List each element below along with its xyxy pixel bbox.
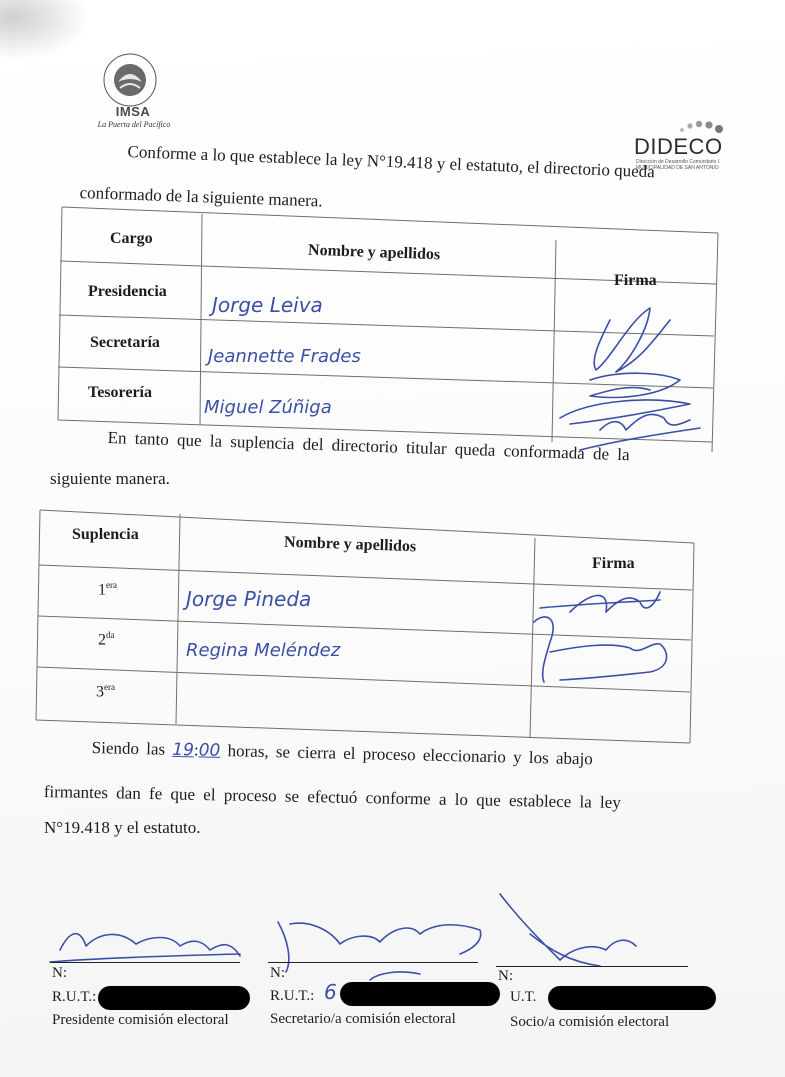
ordinal-suffix: era xyxy=(104,682,115,692)
sig-n-label-2: N: xyxy=(270,965,285,981)
signature-ink-icon xyxy=(40,880,720,990)
redaction-bar-3 xyxy=(548,986,716,1010)
row-cargo-secretaria: Secretaría xyxy=(90,334,160,351)
handwritten-name-suplente-2: Regina Meléndez xyxy=(186,640,341,661)
col-header-nombre-sup: Nombre y apellidos xyxy=(283,533,417,556)
col-header-suplencia: Suplencia xyxy=(72,526,139,543)
ordinal-number: 2 xyxy=(98,631,106,649)
row-cargo-presidencia: Presidencia xyxy=(88,283,167,300)
col-header-firma: Firma xyxy=(614,272,657,289)
col-header-cargo: Cargo xyxy=(110,230,153,247)
intro-line-1: Conforme a lo que establece la ley N°19.418 y el estatuto, el directorio queda xyxy=(127,142,656,182)
dideco-subtitle: Dirección de Desarrollo Comunitario I. MUNICIPALIDAD DE SAN ANTONIO xyxy=(636,159,721,171)
sig-line-2 xyxy=(268,962,478,963)
sig-rut-label-1: R.U.T.: xyxy=(52,989,97,1005)
closing-post: horas, se cierra el proceso eleccionario y los abajo xyxy=(227,741,594,769)
sig-role-1: Presidente comisión electoral xyxy=(52,1012,229,1028)
ordinal-number: 1 xyxy=(98,581,106,599)
closing-pre: Siendo las xyxy=(91,738,166,759)
sig-line-1 xyxy=(50,962,240,963)
closing-min: 00 xyxy=(198,740,221,761)
closing-hour: 19 xyxy=(172,739,195,761)
ordinal-suffix: era xyxy=(106,580,117,590)
ordinal-suffix: da xyxy=(106,630,115,640)
sig-line-3 xyxy=(496,966,688,967)
redaction-bar-2 xyxy=(340,982,500,1006)
col-header-firma-sup: Firma xyxy=(592,555,635,572)
handwritten-name-presidencia: Jorge Leiva xyxy=(212,293,323,317)
sig-role-2: Secretario/a comisión electoral xyxy=(270,1011,456,1027)
suplencia-intro-line-1: En tanto que la suplencia del directorio titular queda conformada de la xyxy=(107,428,630,465)
sig-rut-partial-2: 6 xyxy=(324,980,337,1004)
sig-rut-label-2: R.U.T.: xyxy=(270,988,315,1004)
closing-line-2: firmantes dan fe que el proceso se efectuó conforme a lo que establece la ley xyxy=(43,782,621,813)
handwritten-name-suplente-1: Jorge Pineda xyxy=(186,587,312,611)
handwritten-name-secretaria: Jeannette Frades xyxy=(208,346,361,367)
row-cargo-tesoreria: Tesorería xyxy=(88,384,152,401)
closing-line-1: Siendo las 19:00 horas, se cierra el proceso eleccionario y los abajo xyxy=(91,738,594,769)
sig-rut-label-3: U.T. xyxy=(510,989,537,1005)
intro-line-2: conformado de la siguiente manera. xyxy=(79,183,323,211)
sig-n-label-3: N: xyxy=(498,968,513,984)
ordinal-number: 3 xyxy=(96,683,104,701)
sig-n-label-1: N: xyxy=(52,965,67,981)
redaction-bar-1 xyxy=(98,986,250,1010)
closing-line-3: N°19.418 y el estatuto. xyxy=(44,818,201,837)
imsa-tagline: La Puerta del Pacífico xyxy=(97,120,171,129)
sig-role-3: Socio/a comisión electoral xyxy=(510,1014,670,1030)
dideco-brand: DIDECO xyxy=(634,134,723,159)
col-header-nombre: Nombre y apellidos xyxy=(307,241,441,264)
imsa-brand: IMSA xyxy=(115,104,151,119)
suplencia-intro-line-2: siguiente manera. xyxy=(50,469,170,488)
handwritten-name-tesoreria: Miguel Zúñiga xyxy=(204,397,332,418)
